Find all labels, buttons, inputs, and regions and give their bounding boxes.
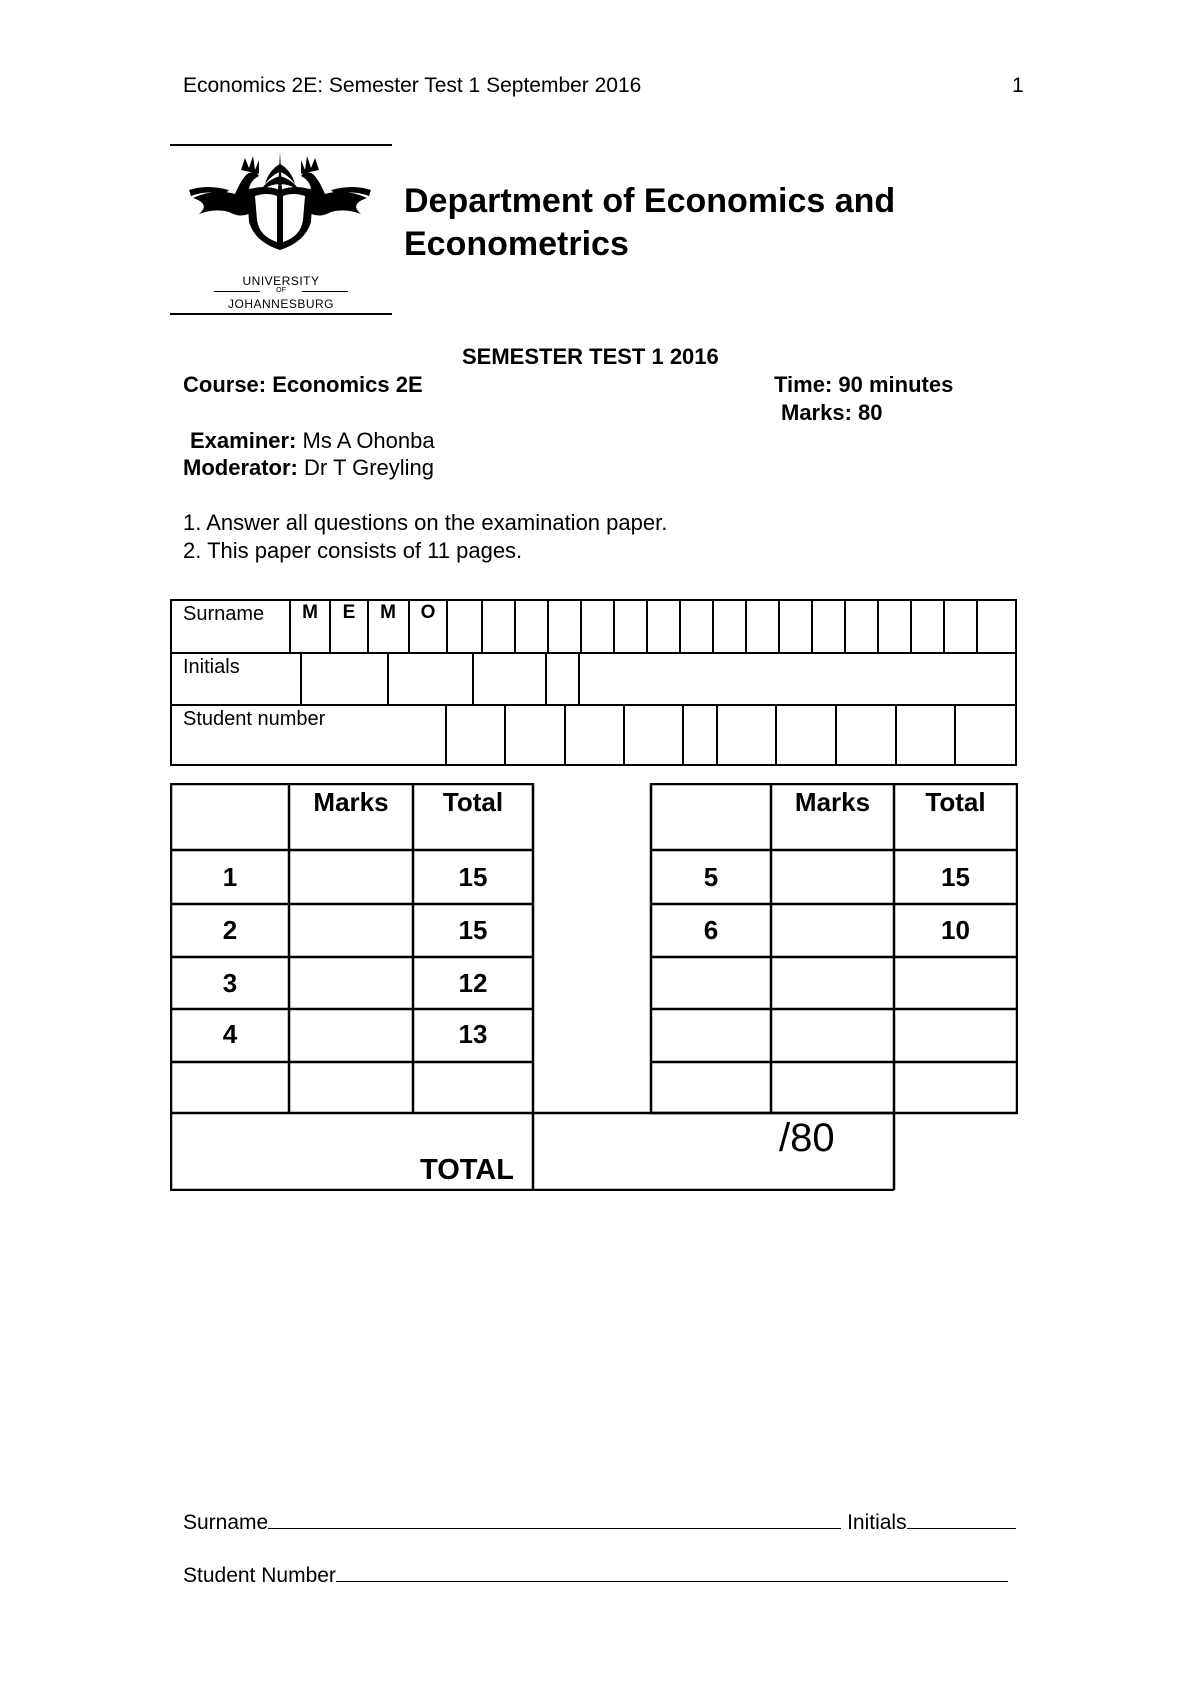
- department-title-line1: Department of Economics and: [404, 182, 896, 220]
- surname-letter-2[interactable]: E: [342, 602, 356, 623]
- footer-surname-label: Surname: [183, 1511, 269, 1534]
- footer-student-number-label: Student Number: [183, 1564, 336, 1587]
- surname-grid-label: Surname: [183, 603, 265, 625]
- footer-surname-line: [183, 1510, 1016, 1535]
- course-label: Course: Economics 2E: [183, 372, 423, 397]
- marks-label: Marks: 80: [781, 400, 883, 425]
- running-header-title: Economics 2E: Semester Test 1 September 2016: [183, 74, 642, 97]
- instruction-1: 1. Answer all questions on the examination paper.: [183, 510, 668, 535]
- surname-letter-1[interactable]: M: [302, 602, 318, 623]
- left-marks-header: Marks: [313, 787, 389, 817]
- moderator-label: Moderator:: [183, 455, 298, 480]
- question-total: 15: [458, 862, 488, 892]
- question-total: 15: [458, 915, 488, 945]
- right-marks-header: Marks: [794, 787, 871, 817]
- footer-surname-blank[interactable]: [268, 1510, 841, 1529]
- question-total: 15: [941, 862, 970, 892]
- instruction-2: 2. This paper consists of 11 pages.: [183, 538, 523, 563]
- question-number: 1: [222, 862, 238, 892]
- left-total-header: Total: [442, 787, 504, 817]
- examiner-label: Examiner:: [190, 428, 297, 453]
- question-total: 12: [458, 968, 488, 998]
- footer-initials-blank[interactable]: [907, 1510, 1016, 1529]
- time-label: Time: 90 minutes: [774, 372, 954, 397]
- test-title: SEMESTER TEST 1 2016: [462, 344, 719, 369]
- question-number: 3: [222, 968, 238, 998]
- grand-total-value: /80: [779, 1116, 835, 1160]
- question-total: 10: [941, 915, 970, 945]
- logo-of-rule-left: [214, 291, 260, 292]
- university-crest-icon: [185, 150, 375, 275]
- logo-text-university: UNIVERSITY: [242, 274, 320, 288]
- question-number: 2: [222, 915, 238, 945]
- question-total: 13: [458, 1019, 488, 1049]
- footer-student-number-blank[interactable]: [336, 1563, 1008, 1582]
- question-number: 6: [703, 915, 719, 945]
- logo-top-rule: [170, 144, 392, 146]
- page-number: 1: [1012, 74, 1024, 97]
- logo-bottom-rule: [170, 313, 392, 315]
- question-number: 4: [222, 1019, 238, 1049]
- logo-of-rule-right: [302, 291, 348, 292]
- examiner-name: Ms A Ohonba: [302, 428, 435, 453]
- surname-letter-3[interactable]: M: [380, 602, 396, 623]
- logo-text-of: OF: [276, 287, 286, 294]
- student-number-grid-label: Student number: [183, 708, 326, 730]
- student-details-grid: [170, 599, 1017, 766]
- marks-table: [170, 783, 1018, 1191]
- surname-letter-4[interactable]: O: [420, 602, 436, 623]
- examiner-line: [190, 428, 435, 454]
- question-number: 5: [703, 862, 719, 892]
- footer-initials-label: Initials: [847, 1511, 907, 1534]
- marks-table-lines: [170, 783, 1018, 1191]
- student-grid-lines: [170, 599, 1017, 766]
- moderator-line: [183, 455, 434, 481]
- logo-text-johannesburg: JOHANNESBURG: [227, 297, 334, 311]
- right-total-header: Total: [925, 787, 986, 817]
- initials-grid-label: Initials: [183, 656, 240, 678]
- footer-student-number-line: [183, 1563, 1008, 1588]
- grand-total-label: TOTAL: [420, 1154, 514, 1186]
- department-title-line2: Econometrics: [404, 225, 629, 263]
- moderator-name: Dr T Greyling: [304, 455, 435, 480]
